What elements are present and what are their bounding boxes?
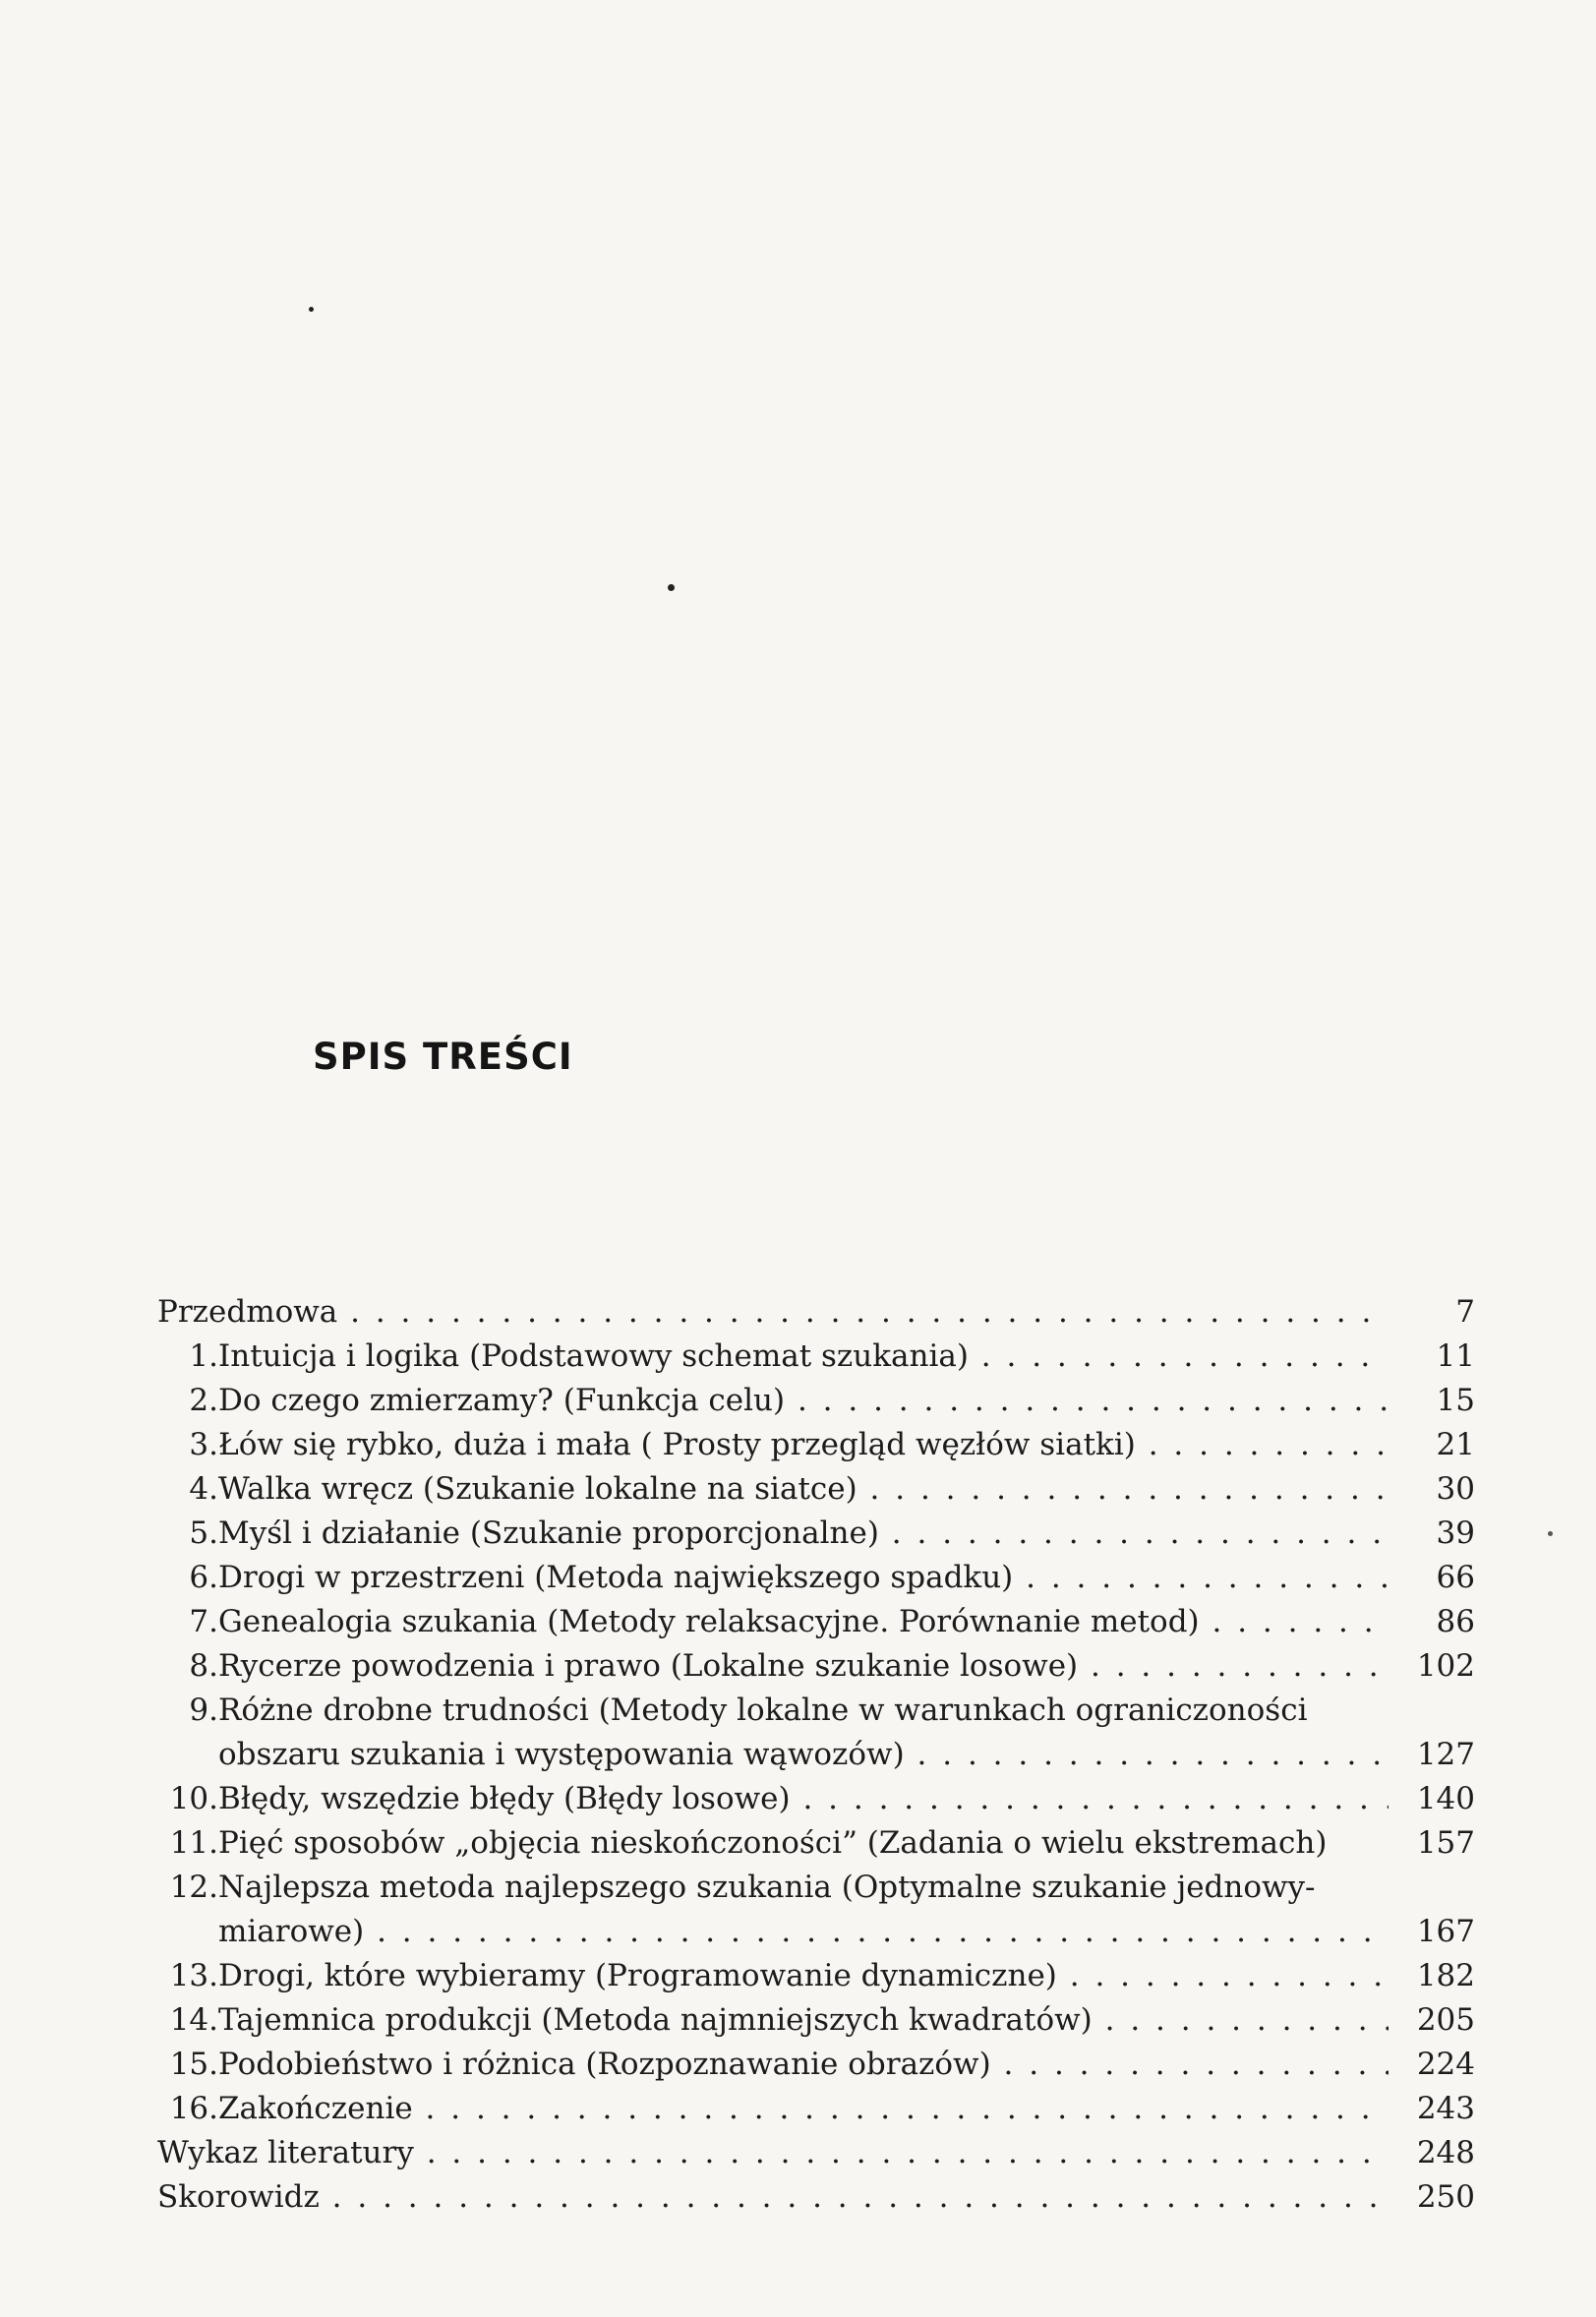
ink-speck xyxy=(309,307,314,312)
toc-entry-continuation xyxy=(157,1733,1475,1777)
toc-entry-page: 157 xyxy=(1416,1825,1475,1861)
toc-entry xyxy=(157,1467,1475,1512)
toc-entry-page: 205 xyxy=(1416,2002,1475,2038)
toc-entry xyxy=(157,1600,1475,1644)
toc-entry-number: 15. xyxy=(169,2047,218,2082)
toc-entry xyxy=(157,1556,1475,1600)
toc-entry-title: Drogi w przestrzeni (Metoda największego spadku) . . . xyxy=(218,1556,1389,1600)
toc-entry-number: 16. xyxy=(169,2091,218,2126)
toc-entry-page: 86 xyxy=(1436,1604,1475,1639)
toc-entry-page: 7 xyxy=(1455,1294,1475,1330)
toc-entry-number: 14. xyxy=(169,2002,218,2038)
toc-entry-number: 12. xyxy=(169,1870,218,1905)
toc-entry xyxy=(157,1335,1475,1379)
toc-entry-page: 243 xyxy=(1416,2091,1475,2126)
toc-entry xyxy=(157,2175,1475,2220)
toc-entry-title: Łów się rybko, duża i mała ( Prosty przegląd węzłów siatki) . . . xyxy=(218,1423,1389,1467)
toc-entry-title: Genealogia szukania (Metody relaksacyjne. Porównanie metod) . . . xyxy=(218,1600,1389,1644)
toc-entry xyxy=(157,2043,1475,2087)
toc-entry xyxy=(157,1290,1475,1335)
ink-speck xyxy=(668,584,675,591)
toc-entry-page: 167 xyxy=(1416,1914,1475,1949)
toc-entry xyxy=(157,1777,1475,1821)
toc-entry-title: Rycerze powodzenia i prawo (Lokalne szukanie losowe) . . . xyxy=(218,1644,1389,1689)
toc-entry xyxy=(157,1379,1475,1423)
toc-entry xyxy=(157,1866,1475,1910)
toc-entry-number: 4. xyxy=(189,1471,218,1507)
toc-entry-title: Przedmowa . . . xyxy=(157,1290,1389,1335)
toc-entry-number: 9. xyxy=(189,1693,218,1728)
toc-entry-title: Podobieństwo i różnica (Rozpoznawanie obrazów) . . . xyxy=(218,2043,1389,2087)
toc-entry-number: 3. xyxy=(189,1427,218,1462)
toc-entry-page: 39 xyxy=(1436,1515,1475,1551)
toc-entry-page: 224 xyxy=(1416,2047,1475,2082)
toc-entry-number: 5. xyxy=(189,1515,218,1551)
table-of-contents xyxy=(157,1290,1475,2220)
toc-entry xyxy=(157,1689,1475,1733)
toc-entry-page: 250 xyxy=(1416,2179,1475,2215)
toc-entry xyxy=(157,1821,1475,1866)
toc-entry-continuation xyxy=(157,1910,1475,1954)
toc-entry-number: 6. xyxy=(189,1560,218,1595)
toc-entry-page: 11 xyxy=(1436,1338,1475,1374)
toc-entry-page: 248 xyxy=(1416,2135,1475,2170)
toc-entry-number: 7. xyxy=(189,1604,218,1639)
toc-entry-page: 102 xyxy=(1416,1648,1475,1684)
toc-entry-title: Zakończenie . . . xyxy=(218,2087,1389,2131)
toc-entry-title: Tajemnica produkcji (Metoda najmniejszych kwadratów) . . . xyxy=(218,1998,1389,2043)
toc-entry-title: Pięć sposobów „objęcia nieskończoności” (Zadania o wielu ekstremach) xyxy=(218,1825,1328,1861)
toc-entry xyxy=(157,2131,1475,2175)
toc-entry-title: Drogi, które wybieramy (Programowanie dynamiczne) . . . xyxy=(218,1954,1389,1998)
toc-entry-number: 2. xyxy=(189,1383,218,1418)
toc-entry-number: 13. xyxy=(169,1958,218,1993)
toc-entry xyxy=(157,1644,1475,1689)
toc-entry-number: 11. xyxy=(169,1825,218,1861)
toc-entry-page: 15 xyxy=(1436,1383,1475,1418)
toc-entry-title: miarowe) . . . xyxy=(218,1910,1389,1954)
toc-entry-number: 1. xyxy=(189,1338,218,1374)
toc-entry-number: 10. xyxy=(169,1781,218,1816)
toc-entry-number: 8. xyxy=(189,1648,218,1684)
toc-entry xyxy=(157,1998,1475,2043)
toc-entry-title: Różne drobne trudności (Metody lokalne w warunkach ograniczoności xyxy=(218,1693,1308,1728)
toc-entry-title: Intuicja i logika (Podstawowy schemat szukania) . . . xyxy=(218,1335,1389,1379)
toc-entry-page: 66 xyxy=(1436,1560,1475,1595)
toc-entry xyxy=(157,1954,1475,1998)
toc-entry-title: Myśl i działanie (Szukanie proporcjonalne) . . . xyxy=(218,1512,1389,1556)
toc-entry-page: 140 xyxy=(1416,1781,1475,1816)
toc-entry-title: Do czego zmierzamy? (Funkcja celu) . . . xyxy=(218,1379,1389,1423)
toc-entry-page: 182 xyxy=(1416,1958,1475,1993)
toc-entry-page: 21 xyxy=(1436,1427,1475,1462)
toc-entry-title: Najlepsza metoda najlepszego szukania (Optymalne szukanie jednowy- xyxy=(218,1870,1316,1905)
toc-entry xyxy=(157,2087,1475,2131)
toc-entry-title: obszaru szukania i występowania wąwozów) . . . xyxy=(218,1733,1389,1777)
toc-entry-page: 127 xyxy=(1416,1737,1475,1772)
ink-speck xyxy=(1548,1531,1553,1536)
toc-entry-title: Skorowidz . . . xyxy=(157,2175,1389,2220)
page-title: SPIS TREŚCI xyxy=(313,1036,573,1078)
toc-entry-title: Błędy, wszędzie błędy (Błędy losowe) . . . xyxy=(218,1777,1389,1821)
toc-entry-page: 30 xyxy=(1436,1471,1475,1507)
toc-entry xyxy=(157,1423,1475,1467)
toc-entry-title: Wykaz literatury . . . xyxy=(157,2131,1389,2175)
toc-entry-title: Walka wręcz (Szukanie lokalne na siatce) . . . xyxy=(218,1467,1389,1512)
toc-entry xyxy=(157,1512,1475,1556)
